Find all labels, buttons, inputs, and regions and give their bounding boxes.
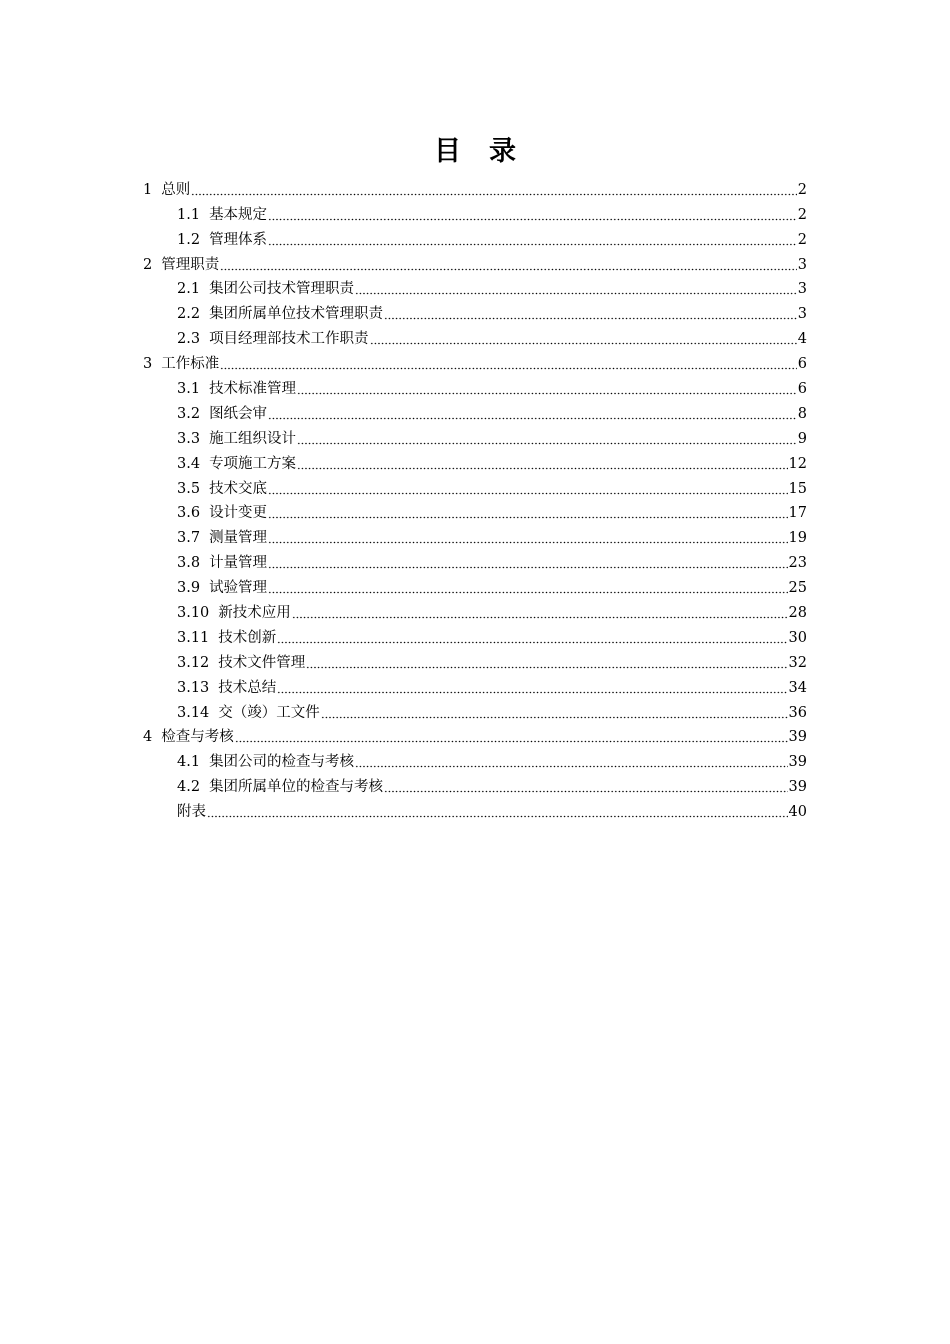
toc-entry[interactable] xyxy=(143,672,807,697)
toc-entry[interactable] xyxy=(143,448,807,473)
toc-entry-label: 附表 xyxy=(177,804,206,821)
toc-entry-number: 4.1 xyxy=(177,754,201,771)
toc-dot-leader xyxy=(355,292,797,295)
toc-entry-page: 8 xyxy=(797,405,807,422)
toc-entry-label: 新技术应用 xyxy=(218,605,291,622)
toc-entry-number: 3.2 xyxy=(177,405,201,422)
toc-entry-label: 管理体系 xyxy=(209,231,268,248)
toc-entry-page: 34 xyxy=(788,679,807,696)
toc-entry-number: 4 xyxy=(143,729,153,746)
toc-entry[interactable] xyxy=(143,547,807,572)
toc-dot-leader xyxy=(268,591,787,594)
toc-entry[interactable] xyxy=(143,423,807,448)
toc-entry[interactable] xyxy=(143,722,807,747)
toc-dot-leader xyxy=(191,193,797,196)
toc-entry-number: 1.2 xyxy=(177,231,201,248)
toc-dot-leader xyxy=(277,691,787,694)
toc-entry-number: 3 xyxy=(143,356,153,373)
toc-dot-leader xyxy=(297,392,797,395)
toc-entry-label: 总则 xyxy=(161,181,191,198)
toc-entry-number: 3.9 xyxy=(177,580,201,597)
toc-entry-number: 3.8 xyxy=(177,555,201,572)
toc-entry[interactable] xyxy=(143,199,807,224)
toc-dot-leader xyxy=(268,243,797,246)
toc-entry-number: 3.4 xyxy=(177,455,201,472)
toc-entry[interactable] xyxy=(143,348,807,373)
toc-entry[interactable] xyxy=(143,398,807,423)
toc-entry-page: 2 xyxy=(797,181,807,198)
toc-entry-label: 计量管理 xyxy=(209,555,268,572)
toc-entry-page: 4 xyxy=(797,331,807,348)
toc-entry-page: 15 xyxy=(788,480,807,497)
toc-entry-label: 技术交底 xyxy=(209,480,268,497)
toc-dot-leader xyxy=(268,566,787,569)
toc-dot-leader xyxy=(355,765,787,768)
toc-entry-page: 28 xyxy=(788,605,807,622)
toc-entry[interactable] xyxy=(143,373,807,398)
toc-entry-page: 17 xyxy=(788,505,807,522)
toc-entry-label: 技术标准管理 xyxy=(209,381,297,398)
toc-entry[interactable] xyxy=(143,298,807,323)
toc-dot-leader xyxy=(370,342,797,345)
toc-entry-label: 集团所属单位的检查与考核 xyxy=(209,779,384,796)
toc-entry[interactable] xyxy=(143,647,807,672)
toc-entry-label: 管理职责 xyxy=(161,256,220,273)
toc-title-char: 录 xyxy=(489,136,516,167)
toc-entry-page: 23 xyxy=(788,555,807,572)
toc-entry-page: 3 xyxy=(797,306,807,323)
toc-entry-number: 1.1 xyxy=(177,206,201,223)
toc-entry-page: 30 xyxy=(788,629,807,646)
toc-entry-number: 3.6 xyxy=(177,505,201,522)
toc-entry[interactable] xyxy=(143,274,807,299)
toc-dot-leader xyxy=(220,367,797,370)
toc-entry-label: 图纸会审 xyxy=(209,405,268,422)
toc-entry-label: 基本规定 xyxy=(209,206,268,223)
toc-entry-label: 设计变更 xyxy=(209,505,268,522)
toc-entry-number: 3.14 xyxy=(177,704,210,721)
toc-entry-label: 技术创新 xyxy=(218,629,277,646)
toc-entry-label: 技术文件管理 xyxy=(218,654,306,671)
toc-entry-page: 36 xyxy=(788,704,807,721)
toc-entry-number: 1 xyxy=(143,181,153,198)
toc-entry[interactable] xyxy=(143,224,807,249)
toc-title-char: 目 xyxy=(434,136,461,167)
toc-entry-number: 3.5 xyxy=(177,480,201,497)
toc-entry[interactable] xyxy=(143,522,807,547)
toc-entry-page: 2 xyxy=(797,206,807,223)
toc-entry-number: 4.2 xyxy=(177,779,201,796)
toc-entry-number: 3.10 xyxy=(177,605,210,622)
toc-entry[interactable] xyxy=(143,597,807,622)
toc-dot-leader xyxy=(268,492,787,495)
toc-dot-leader xyxy=(297,442,797,445)
toc-entry-page: 25 xyxy=(788,580,807,597)
toc-entry-label: 集团公司技术管理职责 xyxy=(209,281,355,298)
toc-entry[interactable] xyxy=(143,697,807,722)
toc-entry-label: 检查与考核 xyxy=(161,729,234,746)
toc-dot-leader xyxy=(292,616,788,619)
toc-entry-page: 3 xyxy=(797,256,807,273)
toc-dot-leader xyxy=(268,417,797,420)
toc-dot-leader xyxy=(207,815,788,818)
toc-entry-label: 施工组织设计 xyxy=(209,430,297,447)
toc-entry-number: 2.1 xyxy=(177,281,201,298)
toc-dot-leader xyxy=(277,641,787,644)
toc-entry-number: 3.7 xyxy=(177,530,201,547)
toc-dot-leader xyxy=(268,541,787,544)
toc-entry-label: 项目经理部技术工作职责 xyxy=(209,331,369,348)
toc-entry-page: 3 xyxy=(797,281,807,298)
toc-entry-page: 9 xyxy=(797,430,807,447)
toc-dot-leader xyxy=(321,716,788,719)
toc-entry-number: 3.12 xyxy=(177,654,210,671)
toc-entry-label: 工作标准 xyxy=(161,356,220,373)
toc-entry-page: 19 xyxy=(788,530,807,547)
toc-entry-page: 39 xyxy=(788,779,807,796)
toc-entry[interactable] xyxy=(143,323,807,348)
toc-entry-page: 39 xyxy=(788,754,807,771)
toc-entry-number: 3.3 xyxy=(177,430,201,447)
toc-entry[interactable] xyxy=(143,498,807,523)
toc-entry-number: 2 xyxy=(143,256,153,273)
toc-entry[interactable] xyxy=(143,473,807,498)
toc-entry-label: 技术总结 xyxy=(218,679,277,696)
table-of-contents xyxy=(143,174,807,821)
toc-entry-page: 2 xyxy=(797,231,807,248)
toc-entry-page: 32 xyxy=(788,654,807,671)
toc-entry-label: 专项施工方案 xyxy=(209,455,297,472)
toc-entry-page: 6 xyxy=(797,356,807,373)
toc-entry-page: 6 xyxy=(797,381,807,398)
toc-dot-leader xyxy=(297,467,787,470)
toc-dot-leader xyxy=(268,218,797,221)
toc-entry[interactable] xyxy=(143,622,807,647)
toc-dot-leader xyxy=(306,666,787,669)
toc-entry[interactable] xyxy=(143,746,807,771)
toc-dot-leader xyxy=(220,268,797,271)
toc-entry[interactable] xyxy=(143,249,807,274)
toc-entry-label: 集团公司的检查与考核 xyxy=(209,754,355,771)
toc-entry-label: 试验管理 xyxy=(209,580,268,597)
toc-entry-page: 12 xyxy=(788,455,807,472)
toc-entry-number: 3.1 xyxy=(177,381,201,398)
toc-dot-leader xyxy=(384,317,797,320)
toc-entry[interactable] xyxy=(143,796,807,821)
toc-entry[interactable] xyxy=(143,771,807,796)
toc-entry-number: 3.11 xyxy=(177,629,210,646)
toc-entry-label: 集团所属单位技术管理职责 xyxy=(209,306,384,323)
toc-entry-label: 测量管理 xyxy=(209,530,268,547)
toc-dot-leader xyxy=(235,740,788,743)
toc-entry-number: 2.3 xyxy=(177,331,201,348)
toc-entry[interactable] xyxy=(143,174,807,199)
toc-entry-page: 40 xyxy=(788,804,807,821)
toc-dot-leader xyxy=(384,790,787,793)
toc-entry-number: 3.13 xyxy=(177,679,210,696)
toc-entry-number: 2.2 xyxy=(177,306,201,323)
toc-entry-label: 交（竣）工文件 xyxy=(218,704,320,721)
toc-title xyxy=(0,132,950,172)
toc-entry-page: 39 xyxy=(788,729,807,746)
toc-entry[interactable] xyxy=(143,572,807,597)
toc-dot-leader xyxy=(268,516,787,519)
